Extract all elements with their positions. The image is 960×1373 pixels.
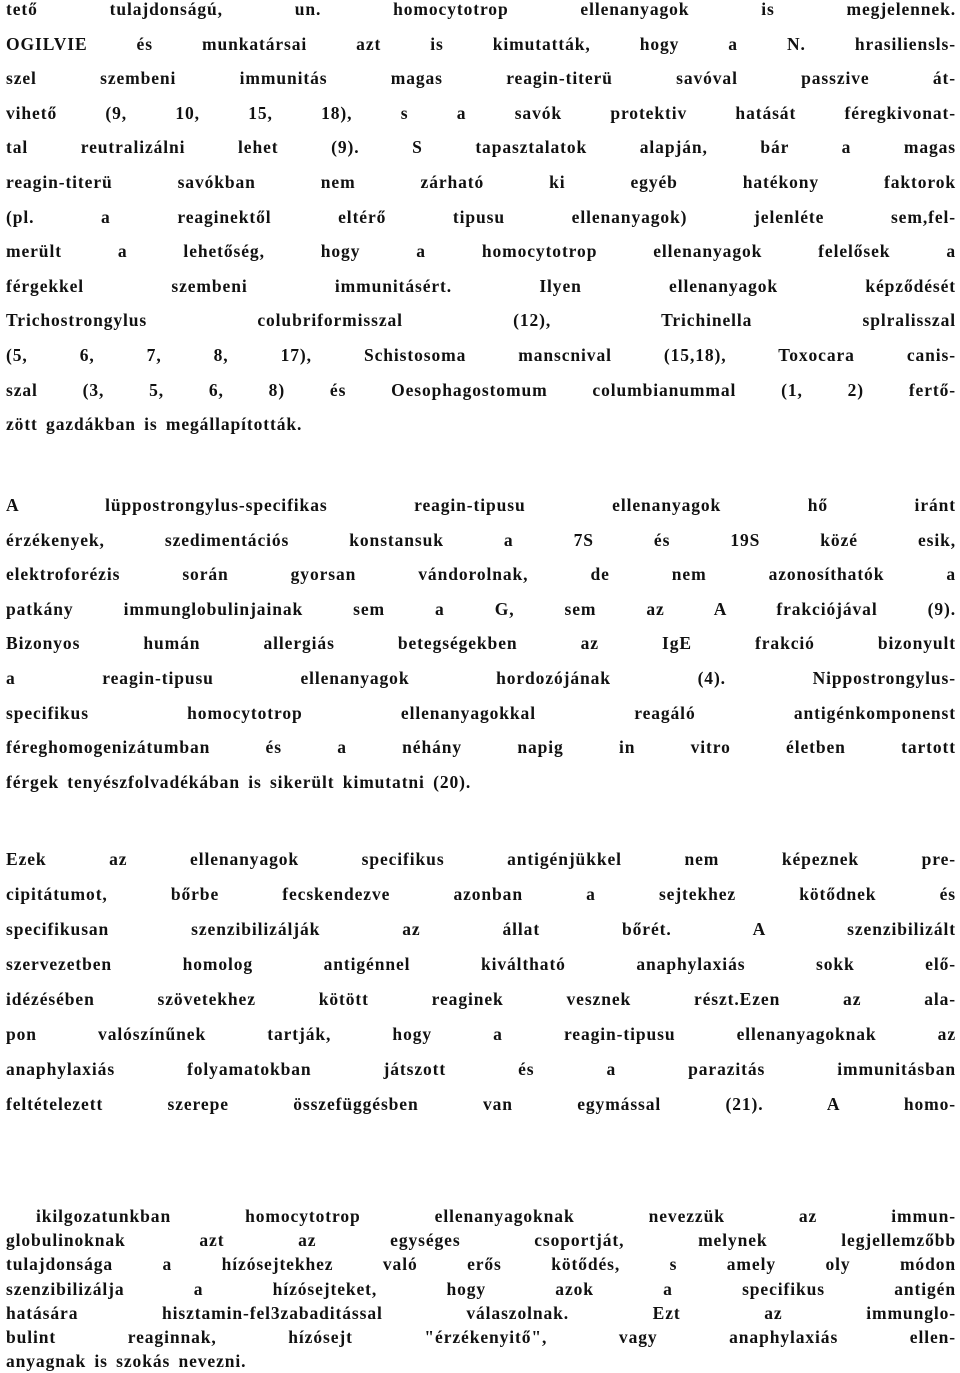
paragraph-4 [6, 1204, 956, 1373]
text-line: a reagin-tipusu ellenanyagok hordozójának (4). Nippostrongylus- [6, 667, 956, 688]
text-line: reagin-titerü savókban nem zárható ki egyéb hatékony faktorok [6, 171, 956, 192]
text-line: szervezetben homolog antigénnel kiváltható anaphylaxiás sokk elő- [6, 954, 956, 974]
text-line: bulint reaginnak, hízósejt "érzékenyitő", vagy anaphylaxiás ellen- [6, 1326, 956, 1347]
paragraph-3 [6, 842, 956, 1122]
text-line: érzékenyek, szedimentációs konstansuk a 7S és 19S közé esik, [6, 529, 956, 550]
text-line: specifikus homocytotrop ellenanyagokkal reagáló antigénkomponenst [6, 702, 956, 723]
text-line: OGILVIE és munkatársai azt is kimutatták, hogy a N. hrasiliensls- [6, 33, 956, 54]
text-line: cipitátumot, bőrbe fecskendezve azonban a sejtekhez kötődnek és [6, 884, 956, 904]
text-line: zött gazdákban is megállapították. [6, 414, 303, 435]
text-line: hatására hisztamin-fel3zabaditással válaszolnak. Ezt az immunglo- [6, 1302, 956, 1323]
text-line: specifikusan szenzibilizálják az állat bőrét. A szenzibilizált [6, 919, 956, 939]
text-line: tal reutralizálni lehet (9). S tapasztalatok alapján, bár a magas [6, 137, 956, 158]
text-line: A lüppostrongylus-specifikas reagin-tipusu ellenanyagok hő iránt [6, 495, 956, 515]
text-line: szal (3, 5, 6, 8) és Oesophagostomum columbianummal (1, 2) fertő- [6, 379, 956, 400]
text-line: anyagnak is szokás nevezni. [6, 1351, 247, 1372]
text-line: férgekkel szembeni immunitásért. Ilyen ellenanyagok képződését [6, 275, 956, 296]
text-line: férgek tenyészfolvadékában is sikerült kimutatni (20). [6, 771, 472, 792]
text-line: ikilgozatunkban homocytotrop ellenanyagoknak nevezzük az immun- [36, 1206, 956, 1226]
text-line: Trichostrongylus colubriformisszal (12), Trichinella splralisszal [6, 310, 956, 331]
text-line: (5, 6, 7, 8, 17), Schistosoma manscnival (15,18), Toxocara canis- [6, 344, 956, 365]
text-line: idézésében szövetekhez kötött reaginek vesznek részt.Ezen az ala- [6, 989, 956, 1009]
paragraph-1 [6, 0, 956, 442]
text-line: pon valószínűnek tartják, hogy a reagin-tipusu ellenanyagoknak az [6, 1024, 956, 1044]
text-line: anaphylaxiás folyamatokban játszott és a parazitás immunitásban [6, 1059, 956, 1079]
text-line: elektroforézis során gyorsan vándorolnak, de nem azonosíthatók a [6, 564, 956, 585]
paragraph-2 [6, 488, 956, 799]
text-line: féreghomogenizátumban és a néhány napig in vitro életben tartott [6, 737, 956, 758]
text-line: merült a lehetőség, hogy a homocytotrop ellenanyagok felelősek a [6, 241, 956, 262]
text-line: globulinoknak azt az egységes csoportját, melynek legjellemzőbb [6, 1230, 956, 1251]
text-line: Bizonyos humán allergiás betegségekben az IgE frakció bizonyult [6, 633, 956, 654]
text-line: Ezek az ellenanyagok specifikus antigénjükkel nem képeznek pre- [6, 849, 956, 869]
text-line: tető tulajdonságú, un. homocytotrop ellenanyagok is megjelennek. [6, 0, 956, 19]
text-line: patkány immunglobulinjainak sem a G, sem az A frakciójával (9). [6, 598, 956, 619]
text-line: tulajdonsága a hízósejtekhez való erős kötődés, s amely oly módon [6, 1254, 956, 1275]
text-line: feltételezett szerepe összefüggésben van egymással (21). A homo- [6, 1094, 956, 1114]
text-line: szenzibilizálja a hízósejteket, hogy azok a specifikus antigén [6, 1278, 956, 1299]
text-line: szel szembeni immunitás magas reagin-titerü savóval passzive át- [6, 68, 956, 89]
text-line: vihető (9, 10, 15, 18), s a savók protektiv hatását féregkivonat- [6, 102, 956, 123]
text-line: (pl. a reaginektől eltérő tipusu ellenanyagok) jelenléte sem,fel- [6, 206, 956, 227]
